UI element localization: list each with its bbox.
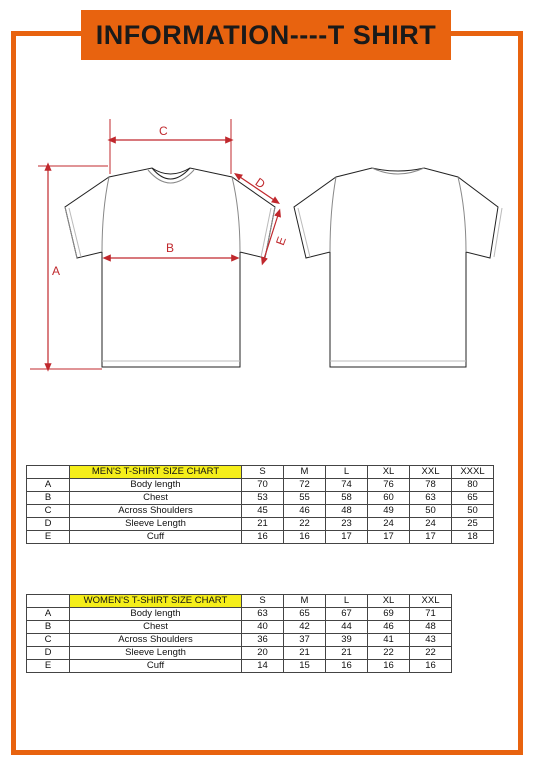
table-cell: 36 [242, 634, 284, 647]
table-cell: 17 [410, 531, 452, 544]
table-cell: 18 [452, 531, 494, 544]
table-cell: 60 [368, 492, 410, 505]
table-row [27, 518, 494, 531]
table-cell: 42 [284, 621, 326, 634]
size-header: XL [368, 466, 410, 479]
mens-size-table [26, 465, 494, 544]
table-cell: 43 [410, 634, 452, 647]
measure-name: Body length [70, 608, 242, 621]
table-cell: 17 [326, 531, 368, 544]
size-header: XXXL [452, 466, 494, 479]
measure-code: B [27, 621, 70, 634]
front-shirt [65, 168, 275, 367]
measure-name: Cuff [70, 531, 242, 544]
label-a: A [52, 264, 61, 278]
table-cell: 16 [284, 531, 326, 544]
size-header: XL [368, 595, 410, 608]
table-cell: 72 [284, 479, 326, 492]
table-row [27, 647, 452, 660]
table-cell: 74 [326, 479, 368, 492]
table-cell: 65 [284, 608, 326, 621]
table-cell: 70 [242, 479, 284, 492]
table-cell: 16 [368, 660, 410, 673]
size-header: L [326, 466, 368, 479]
table-cell: 76 [368, 479, 410, 492]
measure-name: Sleeve Length [70, 518, 242, 531]
measure-code: E [27, 531, 70, 544]
table-cell: 49 [368, 505, 410, 518]
size-header: XXL [410, 595, 452, 608]
table-cell: 16 [410, 660, 452, 673]
womens-size-table [26, 594, 452, 673]
table-cell: 50 [452, 505, 494, 518]
table-cell: 39 [326, 634, 368, 647]
measure-code: E [27, 660, 70, 673]
size-header: L [326, 595, 368, 608]
table-cell: 65 [452, 492, 494, 505]
measure-name: Across Shoulders [70, 634, 242, 647]
table-row [27, 492, 494, 505]
table-cell: 40 [242, 621, 284, 634]
table-cell: 50 [410, 505, 452, 518]
table-cell: 41 [368, 634, 410, 647]
measure-code: C [27, 505, 70, 518]
table-cell: 22 [284, 518, 326, 531]
measure-name: Chest [70, 621, 242, 634]
table-header-row [27, 466, 494, 479]
table-row [27, 505, 494, 518]
size-header: S [242, 595, 284, 608]
table-cell: 48 [326, 505, 368, 518]
table-cell: 14 [242, 660, 284, 673]
womens-table-title: WOMEN'S T-SHIRT SIZE CHART [70, 595, 242, 608]
label-e: E [273, 234, 289, 248]
label-c: C [159, 124, 168, 138]
table-cell: 80 [452, 479, 494, 492]
table-row [27, 479, 494, 492]
table-header-row [27, 595, 452, 608]
label-d: D [252, 174, 268, 192]
measure-code: D [27, 518, 70, 531]
table-cell: 44 [326, 621, 368, 634]
measure-name: Body length [70, 479, 242, 492]
measure-code: A [27, 479, 70, 492]
table-cell: 20 [242, 647, 284, 660]
measure-name: Chest [70, 492, 242, 505]
measure-name: Sleeve Length [70, 647, 242, 660]
table-cell: 69 [368, 608, 410, 621]
measure-code: B [27, 492, 70, 505]
measure-code: A [27, 608, 70, 621]
measure-code: C [27, 634, 70, 647]
table-cell: 48 [410, 621, 452, 634]
table-cell: 16 [326, 660, 368, 673]
mens-table-title: MEN'S T-SHIRT SIZE CHART [70, 466, 242, 479]
table-cell: 53 [242, 492, 284, 505]
page-title: INFORMATION----T SHIRT [95, 19, 437, 50]
table-row [27, 660, 452, 673]
table-cell: 22 [368, 647, 410, 660]
table-cell: 46 [284, 505, 326, 518]
table-cell: 22 [410, 647, 452, 660]
table-row [27, 621, 452, 634]
label-b: B [166, 241, 175, 255]
table-cell: 16 [242, 531, 284, 544]
measure-name: Across Shoulders [70, 505, 242, 518]
table-row [27, 634, 452, 647]
table-row [27, 608, 452, 621]
table-cell: 46 [368, 621, 410, 634]
table-cell: 71 [410, 608, 452, 621]
table-cell: 23 [326, 518, 368, 531]
table-cell: 67 [326, 608, 368, 621]
table-cell: 21 [326, 647, 368, 660]
table-cell: 15 [284, 660, 326, 673]
table-cell: 55 [284, 492, 326, 505]
table-cell: 17 [368, 531, 410, 544]
size-header: M [284, 595, 326, 608]
table-cell: 24 [368, 518, 410, 531]
table-cell: 45 [242, 505, 284, 518]
table-cell: 21 [284, 647, 326, 660]
size-header: XXL [410, 466, 452, 479]
table-cell: 58 [326, 492, 368, 505]
size-header: M [284, 466, 326, 479]
size-header: S [242, 466, 284, 479]
table-cell: 63 [410, 492, 452, 505]
table-cell: 37 [284, 634, 326, 647]
table-cell: 24 [410, 518, 452, 531]
table-cell: 21 [242, 518, 284, 531]
table-cell: 78 [410, 479, 452, 492]
table-cell: 63 [242, 608, 284, 621]
table-cell: 25 [452, 518, 494, 531]
table-row [27, 531, 494, 544]
measure-code: D [27, 647, 70, 660]
back-shirt [294, 168, 502, 367]
measure-name: Cuff [70, 660, 242, 673]
